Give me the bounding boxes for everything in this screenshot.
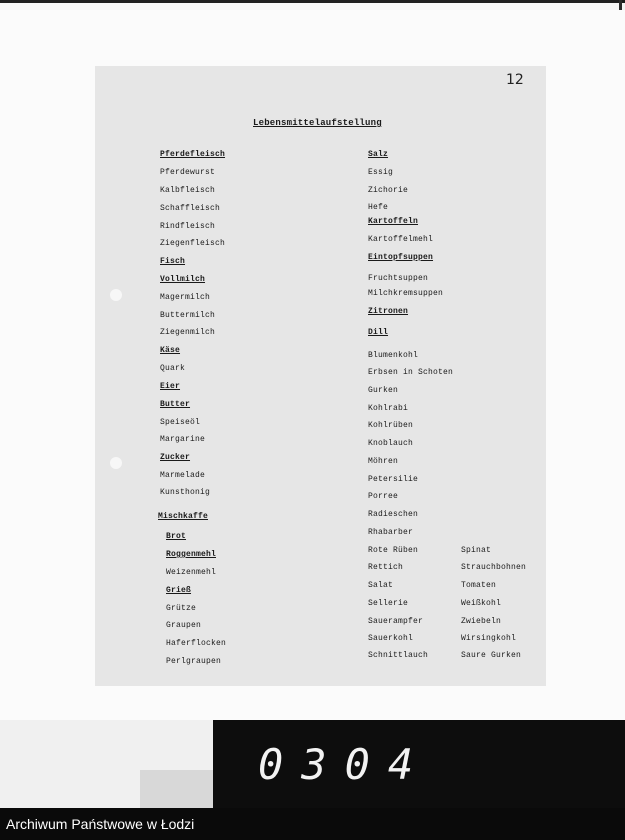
film-strip-shadow — [140, 770, 213, 808]
food-item: Hefe — [368, 203, 389, 212]
food-item: Roggenmehl — [166, 550, 217, 559]
food-item: Butter — [160, 400, 191, 409]
food-item: Grütze — [166, 604, 197, 613]
food-item: Margarine — [160, 435, 206, 444]
document-title: Lebensmittelaufstellung — [253, 118, 382, 128]
food-item: Knoblauch — [368, 439, 414, 448]
food-item: Käse — [160, 346, 181, 355]
food-item: Saure Gurken — [461, 651, 522, 660]
food-item: Schaffleisch — [160, 204, 221, 213]
punch-hole — [110, 289, 122, 301]
food-item: Wirsingkohl — [461, 634, 517, 643]
food-item: Essig — [368, 168, 394, 177]
food-item: Porree — [368, 492, 399, 501]
food-item: Kartoffeln — [368, 217, 419, 226]
food-item: Petersilie — [368, 475, 419, 484]
punch-hole — [110, 457, 122, 469]
food-item: Eier — [160, 382, 181, 391]
food-item: Zichorie — [368, 186, 409, 195]
archive-name: Archiwum Państwowe w Łodzi — [6, 816, 195, 832]
food-item: Rhabarber — [368, 528, 414, 537]
food-item: Vollmilch — [160, 275, 206, 284]
food-item: Buttermilch — [160, 311, 216, 320]
food-item: Speiseöl — [160, 418, 201, 427]
food-item: Milchkremsuppen — [368, 289, 444, 298]
food-item: Haferflocken — [166, 639, 227, 648]
food-item: Fisch — [160, 257, 186, 266]
food-item: Brot — [166, 532, 187, 541]
food-item: Ziegenmilch — [160, 328, 216, 337]
food-item: Spinat — [461, 546, 492, 555]
food-item: Blumenkohl — [368, 351, 419, 360]
film-top-edge — [0, 0, 625, 10]
food-item: Graupen — [166, 621, 202, 630]
food-item: Fruchtsuppen — [368, 274, 429, 283]
food-item: Salat — [368, 581, 394, 590]
food-item: Mischkaffe — [158, 512, 209, 521]
food-item: Zucker — [160, 453, 191, 462]
food-item: Zitronen — [368, 307, 409, 316]
document-page — [95, 66, 546, 686]
food-item: Rettich — [368, 563, 404, 572]
food-item: Radieschen — [368, 510, 419, 519]
food-item: Schnittlauch — [368, 651, 429, 660]
food-item: Möhren — [368, 457, 399, 466]
food-item: Strauchbohnen — [461, 563, 527, 572]
food-item: Gurken — [368, 386, 399, 395]
food-item: Kunsthonig — [160, 488, 211, 497]
food-item: Sauerampfer — [368, 617, 424, 626]
food-item: Dill — [368, 328, 389, 337]
film-frame-number: 0304 — [258, 740, 432, 789]
page-number: 12 — [506, 72, 524, 88]
food-item: Pferdewurst — [160, 168, 216, 177]
food-item: Rote Rüben — [368, 546, 419, 555]
food-item: Pferdefleisch — [160, 150, 226, 159]
food-item: Kartoffelmehl — [368, 235, 434, 244]
food-item: Grieß — [166, 586, 192, 595]
food-item: Weizenmehl — [166, 568, 217, 577]
food-item: Marmelade — [160, 471, 206, 480]
food-item: Perlgraupen — [166, 657, 222, 666]
food-item: Zwiebeln — [461, 617, 502, 626]
food-item: Magermilch — [160, 293, 211, 302]
food-item: Weißkohl — [461, 599, 502, 608]
food-item: Kohlrüben — [368, 421, 414, 430]
food-item: Kalbfleisch — [160, 186, 216, 195]
food-item: Sellerie — [368, 599, 409, 608]
food-item: Kohlrabi — [368, 404, 409, 413]
food-item: Eintopfsuppen — [368, 253, 434, 262]
food-item: Tomaten — [461, 581, 497, 590]
food-item: Quark — [160, 364, 186, 373]
food-item: Rindfleisch — [160, 222, 216, 231]
film-edge-line — [0, 0, 625, 3]
food-item: Sauerkohl — [368, 634, 414, 643]
food-item: Ziegenfleisch — [160, 239, 226, 248]
food-item: Erbsen in Schoten — [368, 368, 454, 377]
food-item: Salz — [368, 150, 389, 159]
